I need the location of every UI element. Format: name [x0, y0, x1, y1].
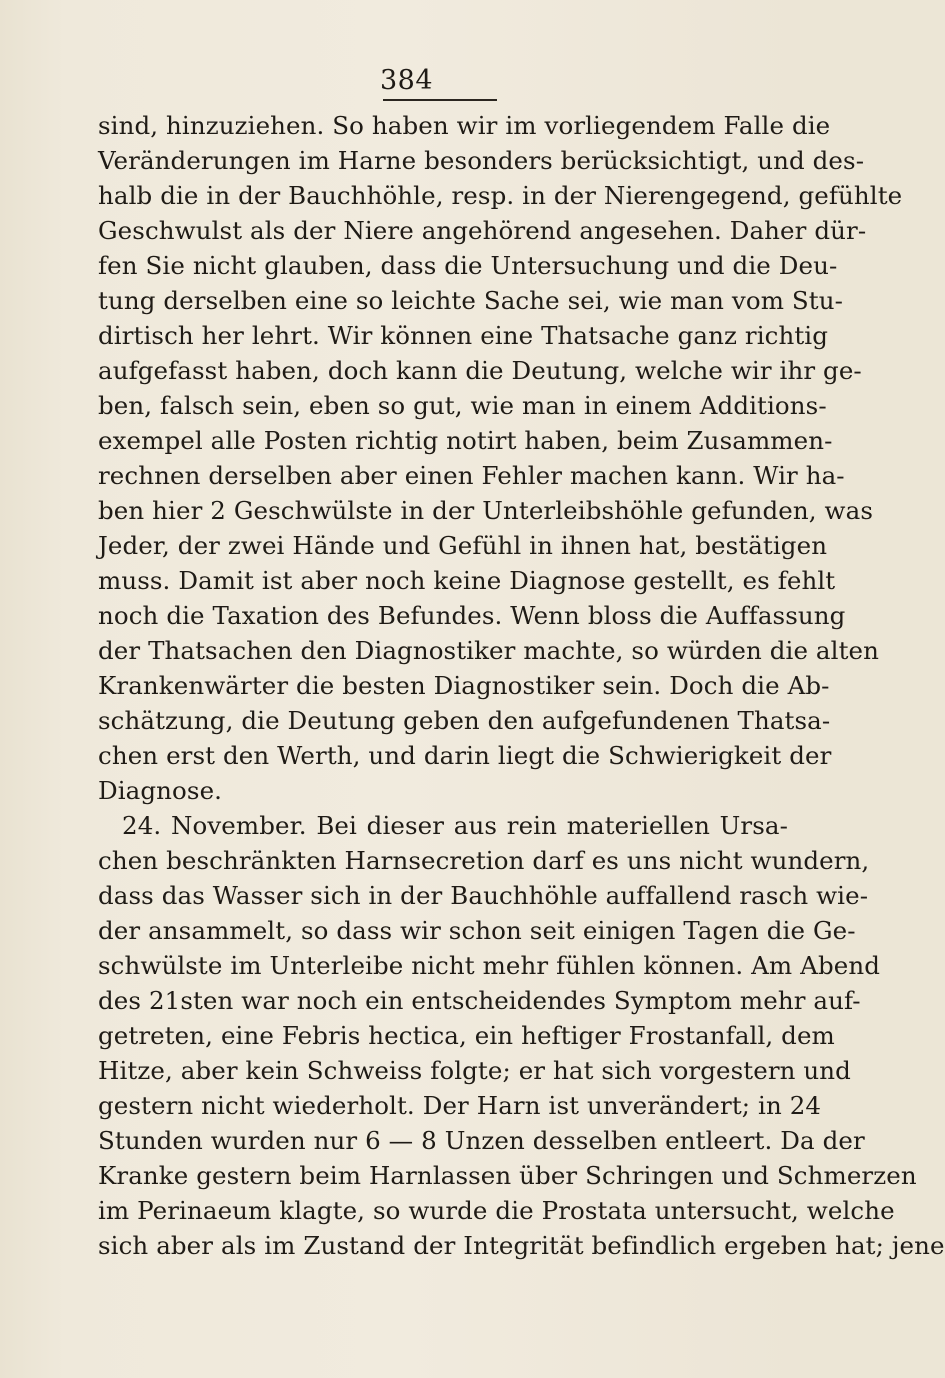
text-line-16: der Thatsachen den Diagnostiker machte, so würden die alten: [98, 636, 879, 665]
text-line-26: des 21sten war noch ein entscheidendes Symptom mehr auf-: [98, 986, 861, 1015]
text-line-33: sich aber als im Zustand der Integrität befindlich ergeben hat; jene: [98, 1231, 945, 1260]
text-line-10: exempel alle Posten richtig notirt haben, beim Zusammen-: [98, 426, 833, 455]
text-line-5: fen Sie nicht glauben, dass die Untersuchung und die Deu-: [98, 251, 838, 280]
text-line-4: Geschwulst als der Niere angehörend angesehen. Daher dür-: [98, 216, 867, 245]
text-line-19: chen erst den Werth, und darin liegt die Schwierigkeit der: [98, 741, 832, 770]
text-line-24: der ansammelt, so dass wir schon seit einigen Tagen die Ge-: [98, 916, 856, 945]
text-line-31: Kranke gestern beim Harnlassen über Schringen und Schmerzen: [98, 1161, 917, 1190]
text-line-17: Krankenwärter die besten Diagnostiker sein. Doch die Ab-: [98, 671, 830, 700]
text-line-27: getreten, eine Febris hectica, ein heftiger Frostanfall, dem: [98, 1021, 835, 1050]
text-line-18: schätzung, die Deutung geben den aufgefundenen Thatsa-: [98, 706, 831, 735]
page-number: 384: [380, 65, 434, 96]
text-line-8: aufgefasst haben, doch kann die Deutung, welche wir ihr ge-: [98, 356, 862, 385]
text-line-1: sind, hinzuziehen. So haben wir im vorliegendem Falle die: [98, 111, 831, 140]
text-line-30: Stunden wurden nur 6 — 8 Unzen desselben entleert. Da der: [98, 1126, 865, 1155]
text-line-12: ben hier 2 Geschwülste in der Unterleibshöhle gefunden, was: [98, 496, 873, 525]
text-line-22: chen beschränkten Harnsecretion darf es uns nicht wundern,: [98, 846, 870, 875]
text-line-7: dirtisch her lehrt. Wir können eine Thatsache ganz richtig: [98, 321, 829, 350]
page-number-underline: [383, 99, 497, 101]
text-line-25: schwülste im Unterleibe nicht mehr fühlen können. Am Abend: [98, 951, 880, 980]
text-line-6: tung derselben eine so leichte Sache sei, wie man vom Stu-: [98, 286, 843, 315]
text-line-28: Hitze, aber kein Schweiss folgte; er hat sich vorgestern und: [98, 1056, 851, 1085]
text-line-23: dass das Wasser sich in der Bauchhöhle auffallend rasch wie-: [98, 881, 869, 910]
text-line-2: Veränderungen im Harne besonders berücksichtigt, und des-: [98, 146, 865, 175]
text-line-20: Diagnose.: [98, 776, 223, 805]
text-line-11: rechnen derselben aber einen Fehler machen kann. Wir ha-: [98, 461, 845, 490]
text-line-13: Jeder, der zwei Hände und Gefühl in ihnen hat, bestätigen: [98, 531, 828, 560]
text-line-3: halb die in der Bauchhöhle, resp. in der Nierengegend, gefühlte: [98, 181, 903, 210]
text-line-21: 24. November. Bei dieser aus rein materiellen Ursa-: [122, 811, 788, 840]
text-line-9: ben, falsch sein, eben so gut, wie man in einem Additions-: [98, 391, 827, 420]
text-line-14: muss. Damit ist aber noch keine Diagnose gestellt, es fehlt: [98, 566, 836, 595]
text-line-32: im Perinaeum klagte, so wurde die Prostata untersucht, welche: [98, 1196, 895, 1225]
text-line-15: noch die Taxation des Befundes. Wenn bloss die Auffassung: [98, 601, 846, 630]
text-line-29: gestern nicht wiederholt. Der Harn ist unverändert; in 24: [98, 1091, 822, 1120]
